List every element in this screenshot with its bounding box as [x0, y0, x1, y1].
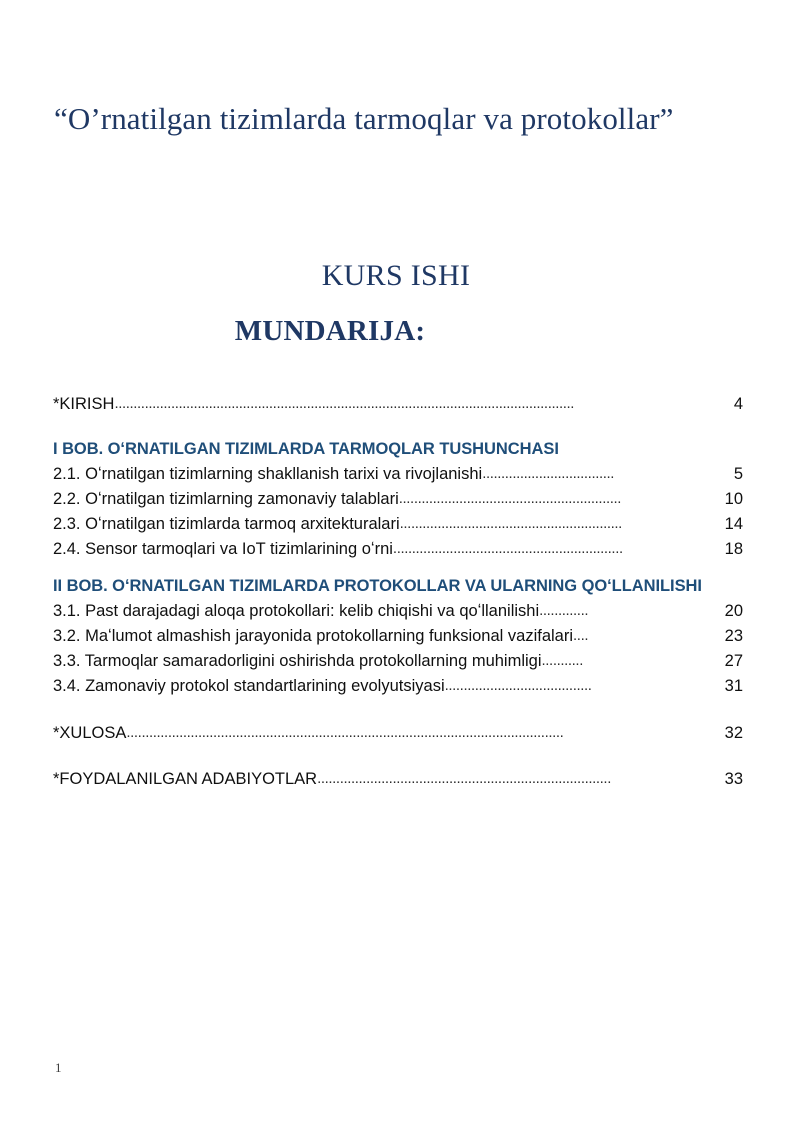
- page-title-text: “O’rnatilgan tizimlarda tarmoqlar va protokollar”: [54, 101, 674, 136]
- toc-entry-label: 2.3. Oʻrnatilgan tizimlarda tarmoq arxitekturalari: [53, 515, 400, 533]
- toc-entry-2-4[interactable]: [53, 537, 743, 562]
- toc-page-number: 10: [724, 490, 743, 508]
- toc-entry-label: *XULOSA: [53, 724, 127, 742]
- toc-entry-label: 3.4. Zamonaviy protokol standartlarining evolyutsiyasi: [53, 677, 445, 695]
- dot-leader: ..........................................................................................................................: [114, 395, 575, 412]
- dot-leader: ...........: [541, 652, 583, 669]
- dot-leader: .............................................................: [392, 540, 623, 557]
- toc-page-number: 4: [733, 395, 743, 413]
- toc-entry-label: 2.1. Oʻrnatilgan tizimlarning shakllanish tarixi va rivojlanishi: [53, 465, 483, 483]
- toc-entry-label: *KIRISH: [53, 395, 115, 413]
- toc-chapter-heading-2[interactable]: II BOB. OʻRNATILGAN TIZIMLARDA PROTOKOLLAR VA ULARNING QOʻLLANILISHI: [53, 577, 702, 595]
- dot-leader: ...........................................................: [398, 490, 622, 507]
- spacer: [53, 562, 743, 574]
- toc-entry-2-1[interactable]: [53, 462, 743, 487]
- document-subtitle: KURS ISHI: [321, 259, 471, 292]
- toc-page-number: 23: [724, 627, 743, 645]
- toc-page-number: 5: [733, 465, 743, 483]
- toc-entry-label: 3.3. Tarmoqlar samaradorligini oshirishda protokollarning muhimligi: [53, 652, 542, 670]
- spacer: [53, 417, 743, 437]
- toc-page-number: 18: [724, 540, 743, 558]
- toc-entry-2-3[interactable]: [53, 512, 743, 537]
- dot-leader: ....................................................................................................................: [126, 724, 564, 741]
- dot-leader: ...........................................................: [399, 515, 622, 532]
- toc-page-number: 27: [724, 652, 743, 670]
- toc-entry-3-1[interactable]: [53, 599, 743, 624]
- spacer: [53, 699, 743, 721]
- toc-page-number: 20: [724, 602, 743, 620]
- toc-entry-label: 3.2. Maʻlumot almashish jarayonida protokollarning funksional vazifalari: [53, 627, 574, 645]
- spacer: [53, 746, 743, 767]
- dot-leader: .......................................: [444, 677, 592, 694]
- toc-page-number: 32: [724, 724, 743, 742]
- toc-page-number: 14: [724, 515, 743, 533]
- toc-entry-label: *FOYDALANILGAN ADABIYOTLAR: [53, 770, 318, 788]
- toc-entry-label: 3.1. Past darajadagi aloqa protokollari: kelib chiqishi va qoʻllanilishi: [53, 602, 540, 620]
- toc-entry-foydalanilgan-adabiyotlar[interactable]: [53, 767, 743, 792]
- toc-entry-2-2[interactable]: [53, 487, 743, 512]
- page-title: [0, 96, 740, 142]
- dot-leader: .............: [539, 602, 589, 619]
- dot-leader: ..............................................................................: [317, 770, 611, 787]
- toc-entry-label: 2.2. Oʻrnatilgan tizimlarning zamonaviy talablari: [53, 490, 399, 508]
- toc-chapter-heading-1[interactable]: I BOB. OʻRNATILGAN TIZIMLARDA TARMOQLAR TUSHUNCHASI: [53, 440, 559, 458]
- toc-entry-xulosa[interactable]: [53, 721, 743, 746]
- toc-page-number: 31: [724, 677, 743, 695]
- toc-entry-3-4[interactable]: [53, 674, 743, 699]
- toc-entry-3-2[interactable]: [53, 624, 743, 649]
- footer-page-number: 1: [55, 1060, 62, 1075]
- toc-entry-kirish[interactable]: [53, 392, 743, 417]
- dot-leader: ...................................: [482, 465, 615, 482]
- dot-leader: ....: [573, 627, 589, 644]
- contents-heading: MUNDARIJA:: [234, 315, 426, 347]
- toc-entry-label: 2.4. Sensor tarmoqlari va IoT tizimlarining oʻrni: [53, 540, 393, 558]
- table-of-contents: [53, 392, 743, 792]
- toc-entry-3-3[interactable]: [53, 649, 743, 674]
- toc-page-number: 33: [724, 770, 743, 788]
